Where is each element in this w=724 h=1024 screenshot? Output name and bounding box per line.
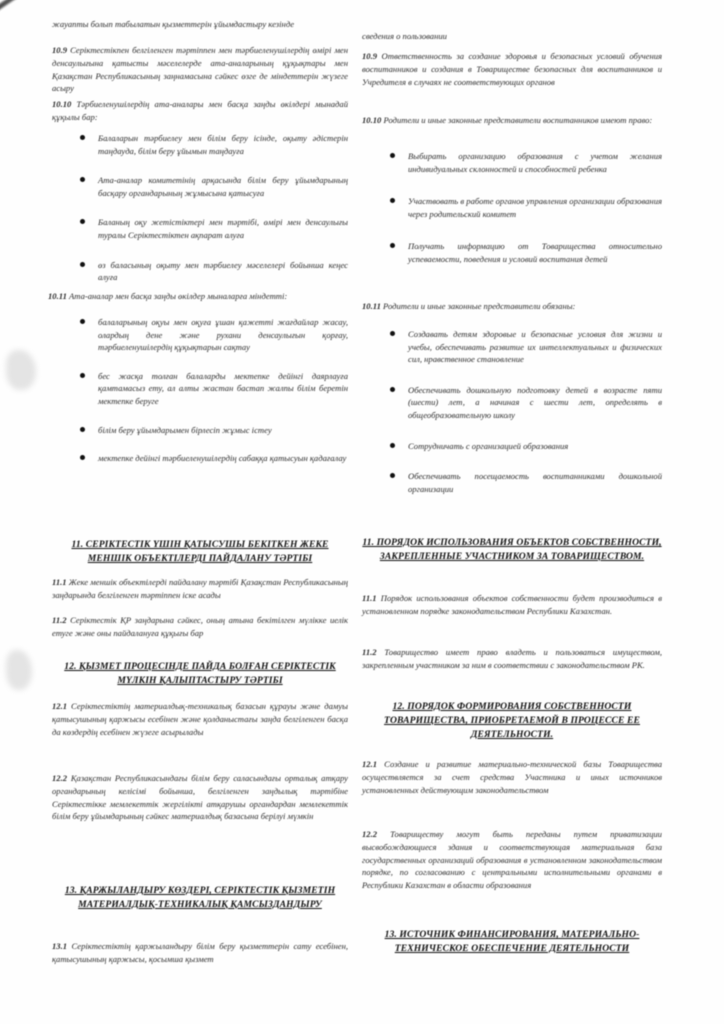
clause-text: Серіктестіктің қаржыландыру білім беру қызметтерін сату есебінен, қатысушының қаржысы, қосымша қызмет xyxy=(52,941,348,964)
paragraph-10-9 xyxy=(52,44,348,95)
bullet-dot-icon xyxy=(80,262,85,267)
scan-smudge xyxy=(6,650,32,690)
clause-number: 10.10 xyxy=(362,115,382,125)
clause-number: 10.9 xyxy=(362,51,378,61)
list-item: балаларының оқуы мен оқуға ұшан қажетті жағдайлар жасау, олардың дене және рухани денсаулығын қорғау, тәрбиеленушілердің құқықтарын сақтау xyxy=(52,316,348,354)
bullet-dot-icon xyxy=(390,387,395,392)
clause-text: Серіктестікпен белгіленген тәртіппен мен тәрбиеленушілердің өмірі мен денсаулығына қатысты мәселелерде ата-аналарының құқықтары мен Қазақстан Республикасының заңнамасына сәйкес өзге де міндеттерін жүзеге асыру xyxy=(52,45,348,94)
bullet-list-10-10 xyxy=(52,132,348,284)
clause-number: 10.9 xyxy=(52,45,68,55)
clause-number: 12.2 xyxy=(52,773,68,783)
paragraph-11-2 xyxy=(362,646,662,672)
clause-text: Ата-аналар мен басқа заңды өкілдер мыналарға міндетті: xyxy=(69,291,288,301)
section-heading-12: 12. ҚЫЗМЕТ ПРОЦЕСІНДЕ ПАЙДА БОЛҒАН СЕРІКТЕСТІК МҮЛКІН ҚАЛЫПТАСТЫРУ ТӘРТІБІ xyxy=(64,661,336,686)
clause-text: Товарищество имеет право владеть и пользоваться имуществом, закрепленным участником за ним в соответствии с законодательством РК. xyxy=(362,647,663,670)
clause-text: Создание и развитие материально-технической базы Товарищества осуществляется за счет средства Участника и иных источников установленных действующим законодательством xyxy=(362,759,662,795)
clause-text: Порядок использования объектов собственности будет производиться в установленном порядке законодательством Республики Казахстан. xyxy=(362,593,662,616)
paragraph-10-10 xyxy=(362,114,662,127)
bullet-dot-icon xyxy=(390,153,395,158)
list-item: Сотрудничать с организацией образования xyxy=(362,440,662,453)
bullet-dot-icon xyxy=(80,455,85,460)
scan-smudge xyxy=(6,350,36,390)
clause-number: 11.1 xyxy=(362,593,377,603)
top-line: жауапты болып табылатын қызметтерін ұйымдастыру кезінде xyxy=(52,19,295,29)
clause-text: Жеке меншік объектілерді пайдалану тәртібі Қазақстан Республикасының заңдарында белгіленген тәртіппен іске асады xyxy=(52,577,349,600)
bullet-list-10-10 xyxy=(362,150,662,266)
paragraph-10-10 xyxy=(52,98,348,124)
paragraph-12-2 xyxy=(362,828,662,892)
list-item: Обеспечивать дошкольную подготовку детей в возрасте пяти (шести) лет, а начиная с шести лет, определять в общеобразовательную школу xyxy=(362,384,662,422)
clause-number: 13.1 xyxy=(52,941,68,951)
list-item: бес жасқа толған балаларды мектепке дейінгі даярлауға қамтамасыз ету, ал алты жастан бастап жалпы білім беретін мектепке беруге xyxy=(52,370,348,408)
clause-number: 10.10 xyxy=(52,99,72,109)
top-line: сведения о пользовании xyxy=(362,31,447,41)
bullet-dot-icon xyxy=(390,443,395,448)
list-item: өз баласының оқыту мен тәрбиелеу мәселелері бойынша кеңес алуға xyxy=(52,259,348,284)
paragraph-12-2 xyxy=(52,772,348,823)
bullet-list-10-11 xyxy=(362,328,662,495)
paragraph-11-2 xyxy=(52,614,348,640)
clause-number: 12.1 xyxy=(52,701,68,711)
clause-text: Родители и иные законные представители воспитанников имеют право: xyxy=(383,115,653,125)
list-item: Выбирать организацию образования с учетом желания индивидуальных склонностей и способностей ребенка xyxy=(362,150,662,175)
paragraph-12-1 xyxy=(362,758,662,796)
section-heading-11: 11. ПОРЯДОК ИСПОЛЬЗОВАНИЯ ОБЪЕКТОВ СОБСТВЕННОСТИ, ЗАКРЕПЛЕННЫЕ УЧАСТНИКОМ ЗА ТОВАРИЩЕСТВОМ. xyxy=(362,537,662,562)
clause-text: Товариществу могут быть переданы путем приватизации высвобождающиеся здания и соответствующая материальная база государственных организаций образования в установленном законодательством порядке, по согласованию с центральными исполнительными органами в Республики Казахстан в области образования xyxy=(362,829,662,891)
section-heading-12: 12. ПОРЯДОК ФОРМИРОВАНИЯ СОБСТВЕННОСТИ ТОВАРИЩЕСТВА, ПРИОБРЕТАЕМОЙ В ПРОЦЕССЕ ЕЕ ДЕЯТЕЛЬНОСТИ. xyxy=(384,701,640,740)
paragraph-12-1 xyxy=(52,700,348,738)
bullet-dot-icon xyxy=(80,373,85,378)
bullet-dot-icon xyxy=(390,331,395,336)
section-heading-13: 13. ИСТОЧНИК ФИНАНСИРОВАНИЯ, МАТЕРИАЛЬНО-ТЕХНИЧЕСКОЕ ОБЕСПЕЧЕНИЕ ДЕЯТЕЛЬНОСТИ xyxy=(384,929,640,954)
clause-number: 12.2 xyxy=(362,829,378,839)
list-item: мектепке дейінгі тәрбиеленушілердің сабаққа қатысуын қадағалау xyxy=(52,452,348,465)
section-heading-11: 11. СЕРІКТЕСТІК ҮШІН ҚАТЫСУШЫ БЕКІТКЕН ЖЕКЕ МЕНШІК ОБЪЕКТІЛЕРДІ ПАЙДАЛАНУ ТӘРТІБІ xyxy=(71,539,329,564)
bullet-dot-icon xyxy=(390,198,395,203)
clause-number: 10.11 xyxy=(362,301,381,311)
bullet-dot-icon xyxy=(80,135,85,140)
paragraph-11-1 xyxy=(362,592,662,618)
paragraph-10-11 xyxy=(362,300,662,313)
clause-number: 11.1 xyxy=(52,577,67,587)
paragraph-10-9 xyxy=(362,50,662,88)
clause-text: Қазақстан Республикасындағы білім беру саласындағы орталық атқару органдарының келісімі бойынша, белгіленген заңдылық тәртібіне Серіктестікке мемлекеттік жергілікті атқарушы органдардан мемлекеттік білім беру ұйымдарының сәйкес материалдық базасына берілуі мүмкін xyxy=(52,773,348,822)
clause-text: Серіктестік ҚР заңдарына сәйкес, оның атына бекітілген мүлікке иелік етуге және оны пайдалануға құқығы бар xyxy=(52,615,348,638)
list-item: Баланың оқу жетістіктері мен тәртібі, өмірі мен денсаулығы туралы Серіктестіктен ақпарат алуға xyxy=(52,216,348,241)
clause-number: 11.2 xyxy=(52,615,67,625)
clause-number: 11.2 xyxy=(362,647,377,657)
list-item: Получать информацию от Товарищества относительно успеваемости, поведения и условий воспитания детей xyxy=(362,240,662,265)
bullet-dot-icon xyxy=(80,427,85,432)
list-item: Создавать детям здоровые и безопасные условия для жизни и учебы, обеспечивать развитие их интеллектуальных и физических сил, нравственное становление xyxy=(362,328,662,366)
bullet-list-10-11 xyxy=(52,316,348,465)
paragraph-10-11 xyxy=(48,290,348,303)
bullet-dot-icon xyxy=(80,319,85,324)
list-item: Ата-аналар комитетінің арқасында білім беру ұйымдарының басқару органдарының жұмысына қатысуға xyxy=(52,174,348,199)
clause-number: 10.11 xyxy=(48,291,67,301)
clause-number: 12.1 xyxy=(362,759,378,769)
bullet-dot-icon xyxy=(390,473,395,478)
clause-text: Серіктестіктің материалдық-техникалық базасын құрауы және дамуы қатысушының қаржысы есебінен және қолданыстағы заңда белгіленген басқа да көздердің есебінен жүзеге асырылады xyxy=(52,701,348,737)
clause-text: Тәрбиеленушілердің ата-аналары мен басқа заңды өкілдері мынадай құқылы бар: xyxy=(52,99,348,122)
bullet-dot-icon xyxy=(80,219,85,224)
clause-text: Родители и иные законные представители обязаны: xyxy=(383,301,576,311)
list-item: Участвовать в работе органов управления организации образования через родительский комитет xyxy=(362,195,662,220)
list-item: Балаларын тәрбиелеу мен білім беру ісінде, оқыту әдістерін таңдауда, білім беру ұйымын таңдауға xyxy=(52,132,348,157)
paragraph-13-1 xyxy=(52,940,348,966)
bullet-dot-icon xyxy=(80,177,85,182)
paragraph-11-1 xyxy=(52,576,348,602)
list-item: білім беру ұйымдарымен бірлесіп жұмыс істеу xyxy=(52,424,348,437)
section-heading-13: 13. ҚАРЖЫЛАНДЫРУ КӨЗДЕРІ, СЕРІКТЕСТІК ҚЫЗМЕТІН МАТЕРИАЛДЫҚ-ТЕХНИКАЛЫҚ ҚАМСЫЗДАНДЫРУ xyxy=(64,885,336,910)
clause-text: Ответственность за создание здоровья и безопасных условий обучения воспитанников и создания в Товариществе безопасных для воспитанников и Учредителя в случаях не соответствующих органов xyxy=(362,51,662,87)
list-item: Обеспечивать посещаемость воспитанниками дошкольной организации xyxy=(362,470,662,495)
bullet-dot-icon xyxy=(390,243,395,248)
